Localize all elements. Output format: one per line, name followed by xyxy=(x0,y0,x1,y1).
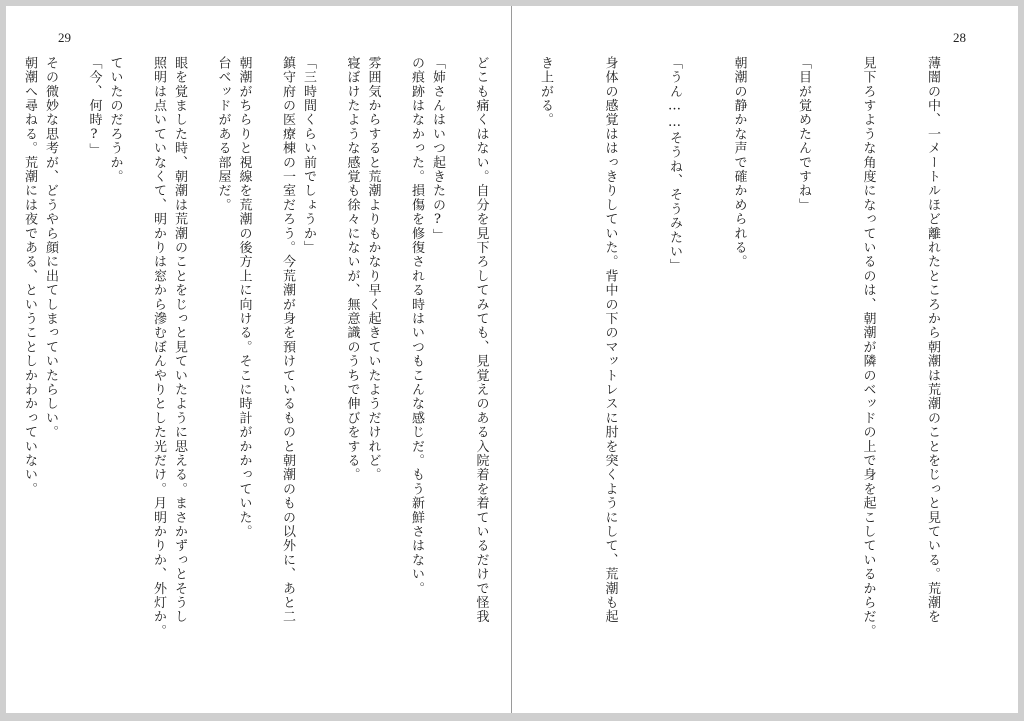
text-line: どこも痛くはない。自分を見下ろしてみても、見覚えのある入院着を着ているだけで怪我 xyxy=(473,56,489,624)
text-line: その微妙な思考が、どうやら顔に出てしまっていたらしい。 xyxy=(43,56,58,440)
text-line: ていたのだろうか。 xyxy=(107,56,123,184)
text-line: の痕跡はなかった。損傷を修復される時はいつもこんな感じだ。もう新鮮さはない。 xyxy=(409,56,424,596)
text-line: 照明は点いていなくて、明かりは窓から滲むぼんやりとした光だけ。月明かりか、外灯か。 xyxy=(151,56,166,639)
text-line: 「うん……そうね、そうみたい」 xyxy=(667,56,682,273)
text-line: 身体の感覚ははっきりしていた。背中の下のマットレスに肘を突くようにして、荒潮も起 xyxy=(602,56,618,624)
text-line: 見下ろすような角度になっているのは、朝潮が隣のベッドの上で身を起こしているからだ。 xyxy=(860,56,876,639)
text-line: 「三時間くらい前でしょうか」 xyxy=(301,56,316,255)
text-line: 朝潮がちらりと視線を荒潮の後方上に向ける。そこに時計がかかっていた。 xyxy=(236,56,252,539)
text-line: 雰囲気からすると荒潮よりもかなり早く起きていたようだけれど。 xyxy=(365,56,381,482)
text-line: 薄闇の中、一メートルほど離れたところから朝潮は荒潮のことをじっと見ている。荒潮を xyxy=(925,56,940,624)
page-number: 29 xyxy=(58,30,71,45)
text-line: き上がる。 xyxy=(538,56,553,127)
text-line: 「姉さんはいつ起きたの?」 xyxy=(430,56,445,243)
page-number: 28 xyxy=(953,30,966,45)
text-line: 寝ぼけたような感覚も徐々にないが、無意識のうちで伸びをする。 xyxy=(344,56,360,482)
text-line: 朝潮の静かな声で確かめられる。 xyxy=(731,56,747,269)
text-line: 台ベッドがある部屋だ。 xyxy=(215,56,231,213)
text-line: 鎮守府の医療棟の一室だろう。今荒潮が身を預けているものと朝潮のもの以外に、あと二 xyxy=(280,56,295,624)
text-line: 眼を覚ました時、朝潮は荒潮のことをじっと見ていたように思える。まさかずっとそうし xyxy=(172,56,187,624)
text-line: 「目が覚めたんですね」 xyxy=(796,56,811,213)
text-line: 朝潮へ尋ねる。荒潮には夜である、ということしかわかっていない。 xyxy=(22,56,37,497)
text-line: 「今、何時?」 xyxy=(86,56,102,158)
book-spread xyxy=(6,6,1018,713)
